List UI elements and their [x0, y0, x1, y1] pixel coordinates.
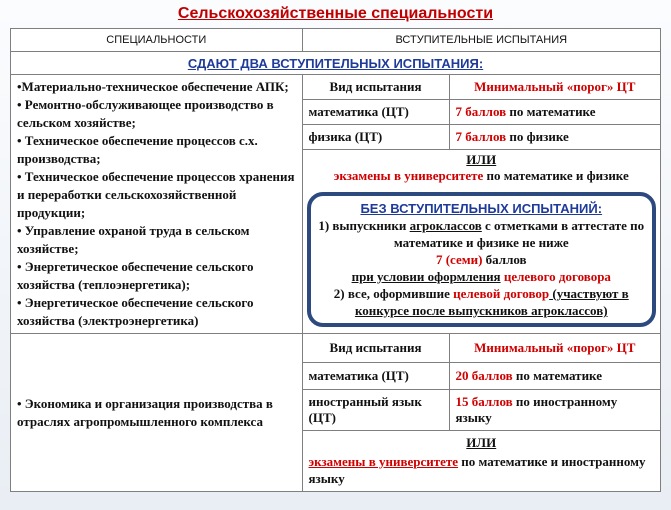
- group1-threshold-table: [303, 75, 660, 150]
- page-title: Сельскохозяйственные специальности: [177, 5, 494, 22]
- col-test-header: Вид испытания: [303, 334, 450, 363]
- table-row: [303, 100, 660, 125]
- list-item: • Ремонтно-обслуживающее производство в сельском хозяйстве;: [17, 97, 274, 130]
- threshold-cell: 15 баллов по иностранному языку: [449, 390, 660, 431]
- test-name: математика (ЦТ): [303, 363, 450, 390]
- test-name: иностранный язык (ЦТ): [303, 390, 450, 431]
- list-item: • Техническое обеспечение процессов хранения и переработки сельскохозяйственной продукции;: [17, 169, 295, 220]
- list-item: • Техническое обеспечение процессов с.х. производства;: [17, 133, 258, 166]
- col-test-header: Вид испытания: [303, 75, 450, 100]
- col-threshold-header: Минимальный «порог» ЦТ: [449, 334, 660, 363]
- group2-exams: [302, 334, 660, 492]
- no-exams-point-1: 1) выпускники агроклассов с отметками в аттестате по математике и физике не ниже 7 (семи) баллов при условии оформления целевого договора: [318, 218, 645, 284]
- no-exams-heading: БЕЗ ВСТУПИТЕЛЬНЫХ ИСПЫТАНИЙ:: [360, 201, 603, 216]
- group2-threshold-table: [303, 334, 660, 431]
- header-specialties: СПЕЦИАЛЬНОСТИ: [11, 29, 303, 52]
- university-exams-note: экзамены в университете по математике и иностранному языку: [308, 454, 646, 486]
- list-item: • Энергетическое обеспечение сельского хозяйства (теплоэнергетика);: [17, 259, 254, 292]
- threshold-cell: 20 баллов по математике: [449, 363, 660, 390]
- group2-specialty: • Экономика и организация производства в отраслях агропромышленного комплекса: [11, 334, 303, 492]
- or-label: ИЛИ: [466, 435, 497, 450]
- list-item: •Материально-техническое обеспечение АПК;: [17, 79, 289, 94]
- header-exams: ВСТУПИТЕЛЬНЫЕ ИСПЫТАНИЯ: [302, 29, 660, 52]
- no-exams-box: [307, 192, 656, 327]
- threshold-cell: 7 баллов по математике: [449, 100, 660, 125]
- test-name: математика (ЦТ): [303, 100, 450, 125]
- list-item: • Энергетическое обеспечение сельского хозяйства (электроэнергетика): [17, 295, 254, 328]
- threshold-cell: 7 баллов по физике: [449, 125, 660, 150]
- two-exams-banner: СДАЮТ ДВА ВСТУПИТЕЛЬНЫХ ИСПЫТАНИЯ:: [11, 52, 661, 75]
- table-row: [303, 363, 660, 390]
- or-label: ИЛИ: [466, 152, 497, 167]
- list-item: • Управление охраной труда в сельском хозяйстве;: [17, 223, 250, 256]
- university-exams-note: экзамены в университете по математике и физике: [333, 168, 629, 183]
- no-exams-point-2: 2) все, оформившие целевой договор (участвуют в конкурсе после выпускников агроклассов): [333, 286, 629, 318]
- specialties-table: [10, 28, 661, 492]
- col-threshold-header: Минимальный «порог» ЦТ: [449, 75, 660, 100]
- table-row: [303, 390, 660, 431]
- test-name: физика (ЦТ): [303, 125, 450, 150]
- group1-specialties: [11, 75, 303, 334]
- group1-exams: [302, 75, 660, 334]
- table-row: [303, 125, 660, 150]
